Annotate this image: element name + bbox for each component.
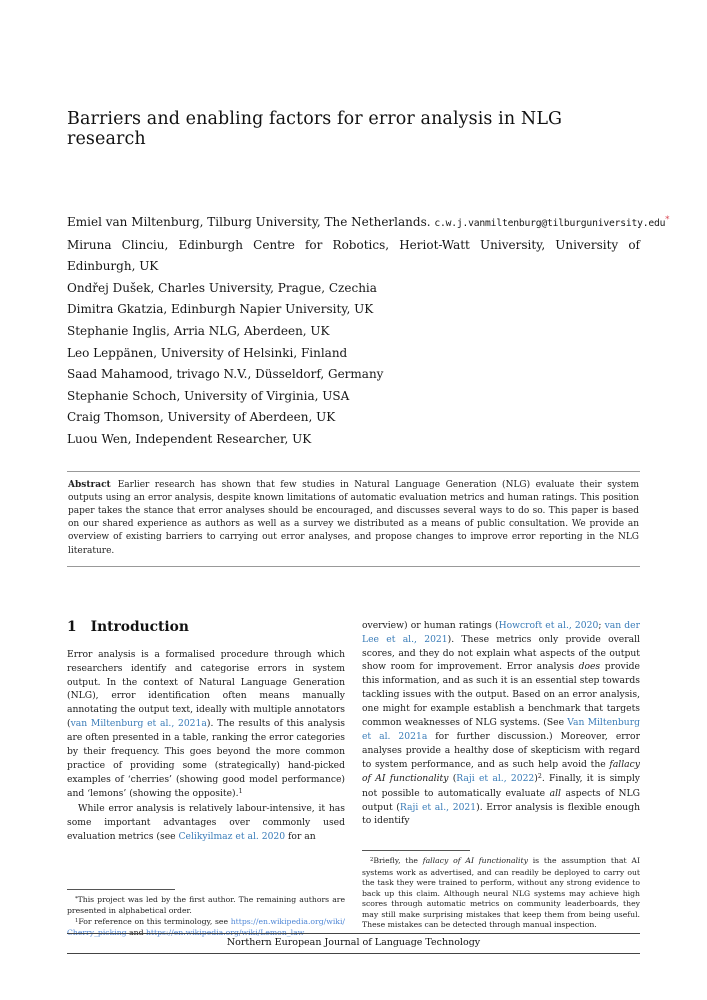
journal-name: Northern European Journal of Language Technology: [226, 937, 481, 948]
paper-title: Barriers and enabling factors for error analysis in NLG research: [67, 109, 563, 149]
author-line: [67, 278, 640, 300]
text-run: Dimitra Gkatzia, Edinburgh Napier University, UK: [67, 302, 374, 317]
text-run: This project was led by the first author. The remaining authors are presented in alphabetical order.: [67, 894, 345, 916]
journal-footer: [67, 933, 640, 954]
footnote-separator-rule: [362, 850, 470, 851]
author-line: [67, 299, 640, 321]
text-run: Luou Wen, Independent Researcher, UK: [67, 431, 312, 446]
text-run: Stephanie Schoch, University of Virginia, USA: [67, 388, 350, 403]
text-run: (: [448, 772, 457, 784]
author-line: [67, 364, 640, 386]
emphasis-text: does: [578, 661, 601, 673]
author-line: [67, 407, 640, 429]
abstract-text: Earlier research has shown that few studies in Natural Language Generation (NLG) evaluate their system outputs using an error analysis, despite known limitations of automatic evaluation metrics and human ratings. This position paper takes the stance that error analyses should be encouraged, and discusses several ways to do so. This paper is based on our shared experience as authors as well as a survey we distributed as a means of public consultation. We provide an overview of existing barriers to carrying out error analyses, and propose changes to improve error reporting in the NLG literature.: [68, 479, 639, 556]
url-link[interactable]: https://en.wikipedia.org/wiki/Cherry_picking: [67, 916, 345, 938]
section-number: 1: [67, 618, 77, 635]
citation[interactable]: van der Lee et al., 2021: [362, 619, 640, 645]
author-line: [67, 321, 640, 343]
text-run: aspects of NLG output (: [362, 787, 640, 813]
body-columns: [67, 619, 640, 951]
emphasis-text: fallacy of AI functionality: [362, 758, 640, 784]
footnote-block: [362, 850, 640, 931]
text-run: for an: [285, 830, 316, 842]
emphasis-text: fallacy of AI functionality: [422, 856, 528, 866]
citation[interactable]: Howcroft et al., 2020: [498, 619, 599, 631]
text-run: Craig Thomson, University of Aberdeen, UK: [67, 410, 336, 425]
text-run: ). These metrics only provide overall scores, and they do not explain what aspects of the output show room for improvement. Error analysis: [362, 633, 640, 673]
citation[interactable]: Raji et al., 2022: [456, 772, 535, 784]
author-line: [67, 235, 640, 278]
text-run: . Finally, it is simply not possible to automatically evaluate: [362, 772, 640, 799]
text-run: Error analysis is a formalised procedure through which researchers identify and categorise errors in system output. In the context of Natural Language Generation (NLG), error identification often means manually annotating the output text, ideally with multiple annotators (: [67, 648, 345, 730]
text-run: For reference on this terminology, see: [78, 916, 231, 926]
footnote-marker[interactable]: *: [75, 895, 78, 902]
text-run: is the assumption that AI systems work as advertised, and can readily be deployed to carry out the task they were trained to perform, without any strong evidence to back up this claim. Although neural NLG systems may achieve high scores through automatic metrics on community leaderboards, they may still make surprising mistakes that keep them from being useful. These mistakes can be detected through manual inspection.: [362, 856, 640, 930]
emphasis-text: all: [549, 787, 561, 799]
footnote: [67, 895, 345, 917]
footnote-separator-rule: [67, 889, 175, 890]
text-run: Saad Mahamood, trivago N.V., Düsseldorf, Germany: [67, 367, 384, 382]
footnote: [362, 856, 640, 931]
email-address[interactable]: c.w.j.vanmiltenburg@tilburguniversity.edu: [434, 218, 666, 229]
author-line: [67, 429, 640, 451]
text-run: and: [126, 928, 146, 938]
paragraph: [67, 648, 345, 802]
section-title: Introduction: [90, 618, 189, 635]
right-column: [362, 619, 640, 951]
text-run: ;: [598, 619, 605, 631]
text-run: Miruna Clinciu, Edinburgh Centre for Robotics, Heriot-Watt University, University of Edinburgh, UK: [67, 237, 640, 274]
text-run: Briefly, the: [373, 856, 423, 866]
left-column: [67, 619, 345, 951]
citation[interactable]: Van Miltenburg et al. 2021a: [362, 717, 640, 742]
author-line: [67, 386, 640, 408]
paragraph: [67, 802, 345, 844]
text-run: ). The results of this analysis are often presented in a table, ranking the error categories by their frequency. This goes beyond the more common practice of providing some (strategically) hand-picked examples of ‘cherries’ (showing good model performance) and ‘lemons’ (showing the opposite).: [67, 718, 345, 799]
section-heading: [67, 619, 345, 635]
text-run: Ondřej Dušek, Charles University, Prague, Czechia: [67, 280, 377, 295]
footnote-marker[interactable]: 2: [537, 773, 542, 781]
url-link[interactable]: https://en.wikipedia.org/wiki/Lemon_law: [145, 928, 305, 938]
footnote-block: [67, 889, 345, 939]
text-run: Stephanie Inglis, Arria NLG, Aberdeen, UK: [67, 323, 330, 338]
text-run: ): [534, 772, 538, 784]
citation[interactable]: van Miltenburg et al., 2021a: [70, 718, 207, 730]
text-run: Emiel van Miltenburg, Tilburg University, The Netherlands.: [67, 215, 435, 229]
page-content: [67, 0, 670, 951]
citation[interactable]: Raji et al., 2021: [399, 801, 477, 813]
text-run: provide this information, and as such it is an essential step towards tackling issues with the output. Based on an error analysis, one might for example establish a benchmark that targets common weaknesses of NLG systems. (See: [362, 661, 640, 729]
paragraph: [362, 619, 640, 829]
footnote-marker[interactable]: 1: [75, 917, 79, 924]
footnote-marker[interactable]: 2: [370, 857, 374, 864]
author-list: [67, 212, 670, 451]
citation[interactable]: Celikyilmaz et al. 2020: [178, 830, 286, 842]
author-line: [67, 343, 640, 365]
text-run: While error analysis is relatively labour-intensive, it has some important advantages over commonly used evaluation metrics (see: [67, 802, 345, 842]
abstract-label: Abstract: [68, 479, 111, 490]
text-run: ). Error analysis is flexible enough to identify: [362, 801, 640, 827]
author-note-marker[interactable]: *: [665, 214, 670, 225]
abstract-block: [67, 471, 640, 567]
footnote-marker[interactable]: 1: [238, 788, 243, 796]
text-run: overview) or human ratings (: [362, 619, 499, 631]
author-line: [67, 212, 670, 235]
text-run: for further discussion.) Moreover, error analyses provide a healthy dose of skepticism with regard to system performance, and as such help avoid the: [362, 731, 640, 770]
text-run: Leo Leppänen, University of Helsinki, Finland: [67, 345, 348, 360]
